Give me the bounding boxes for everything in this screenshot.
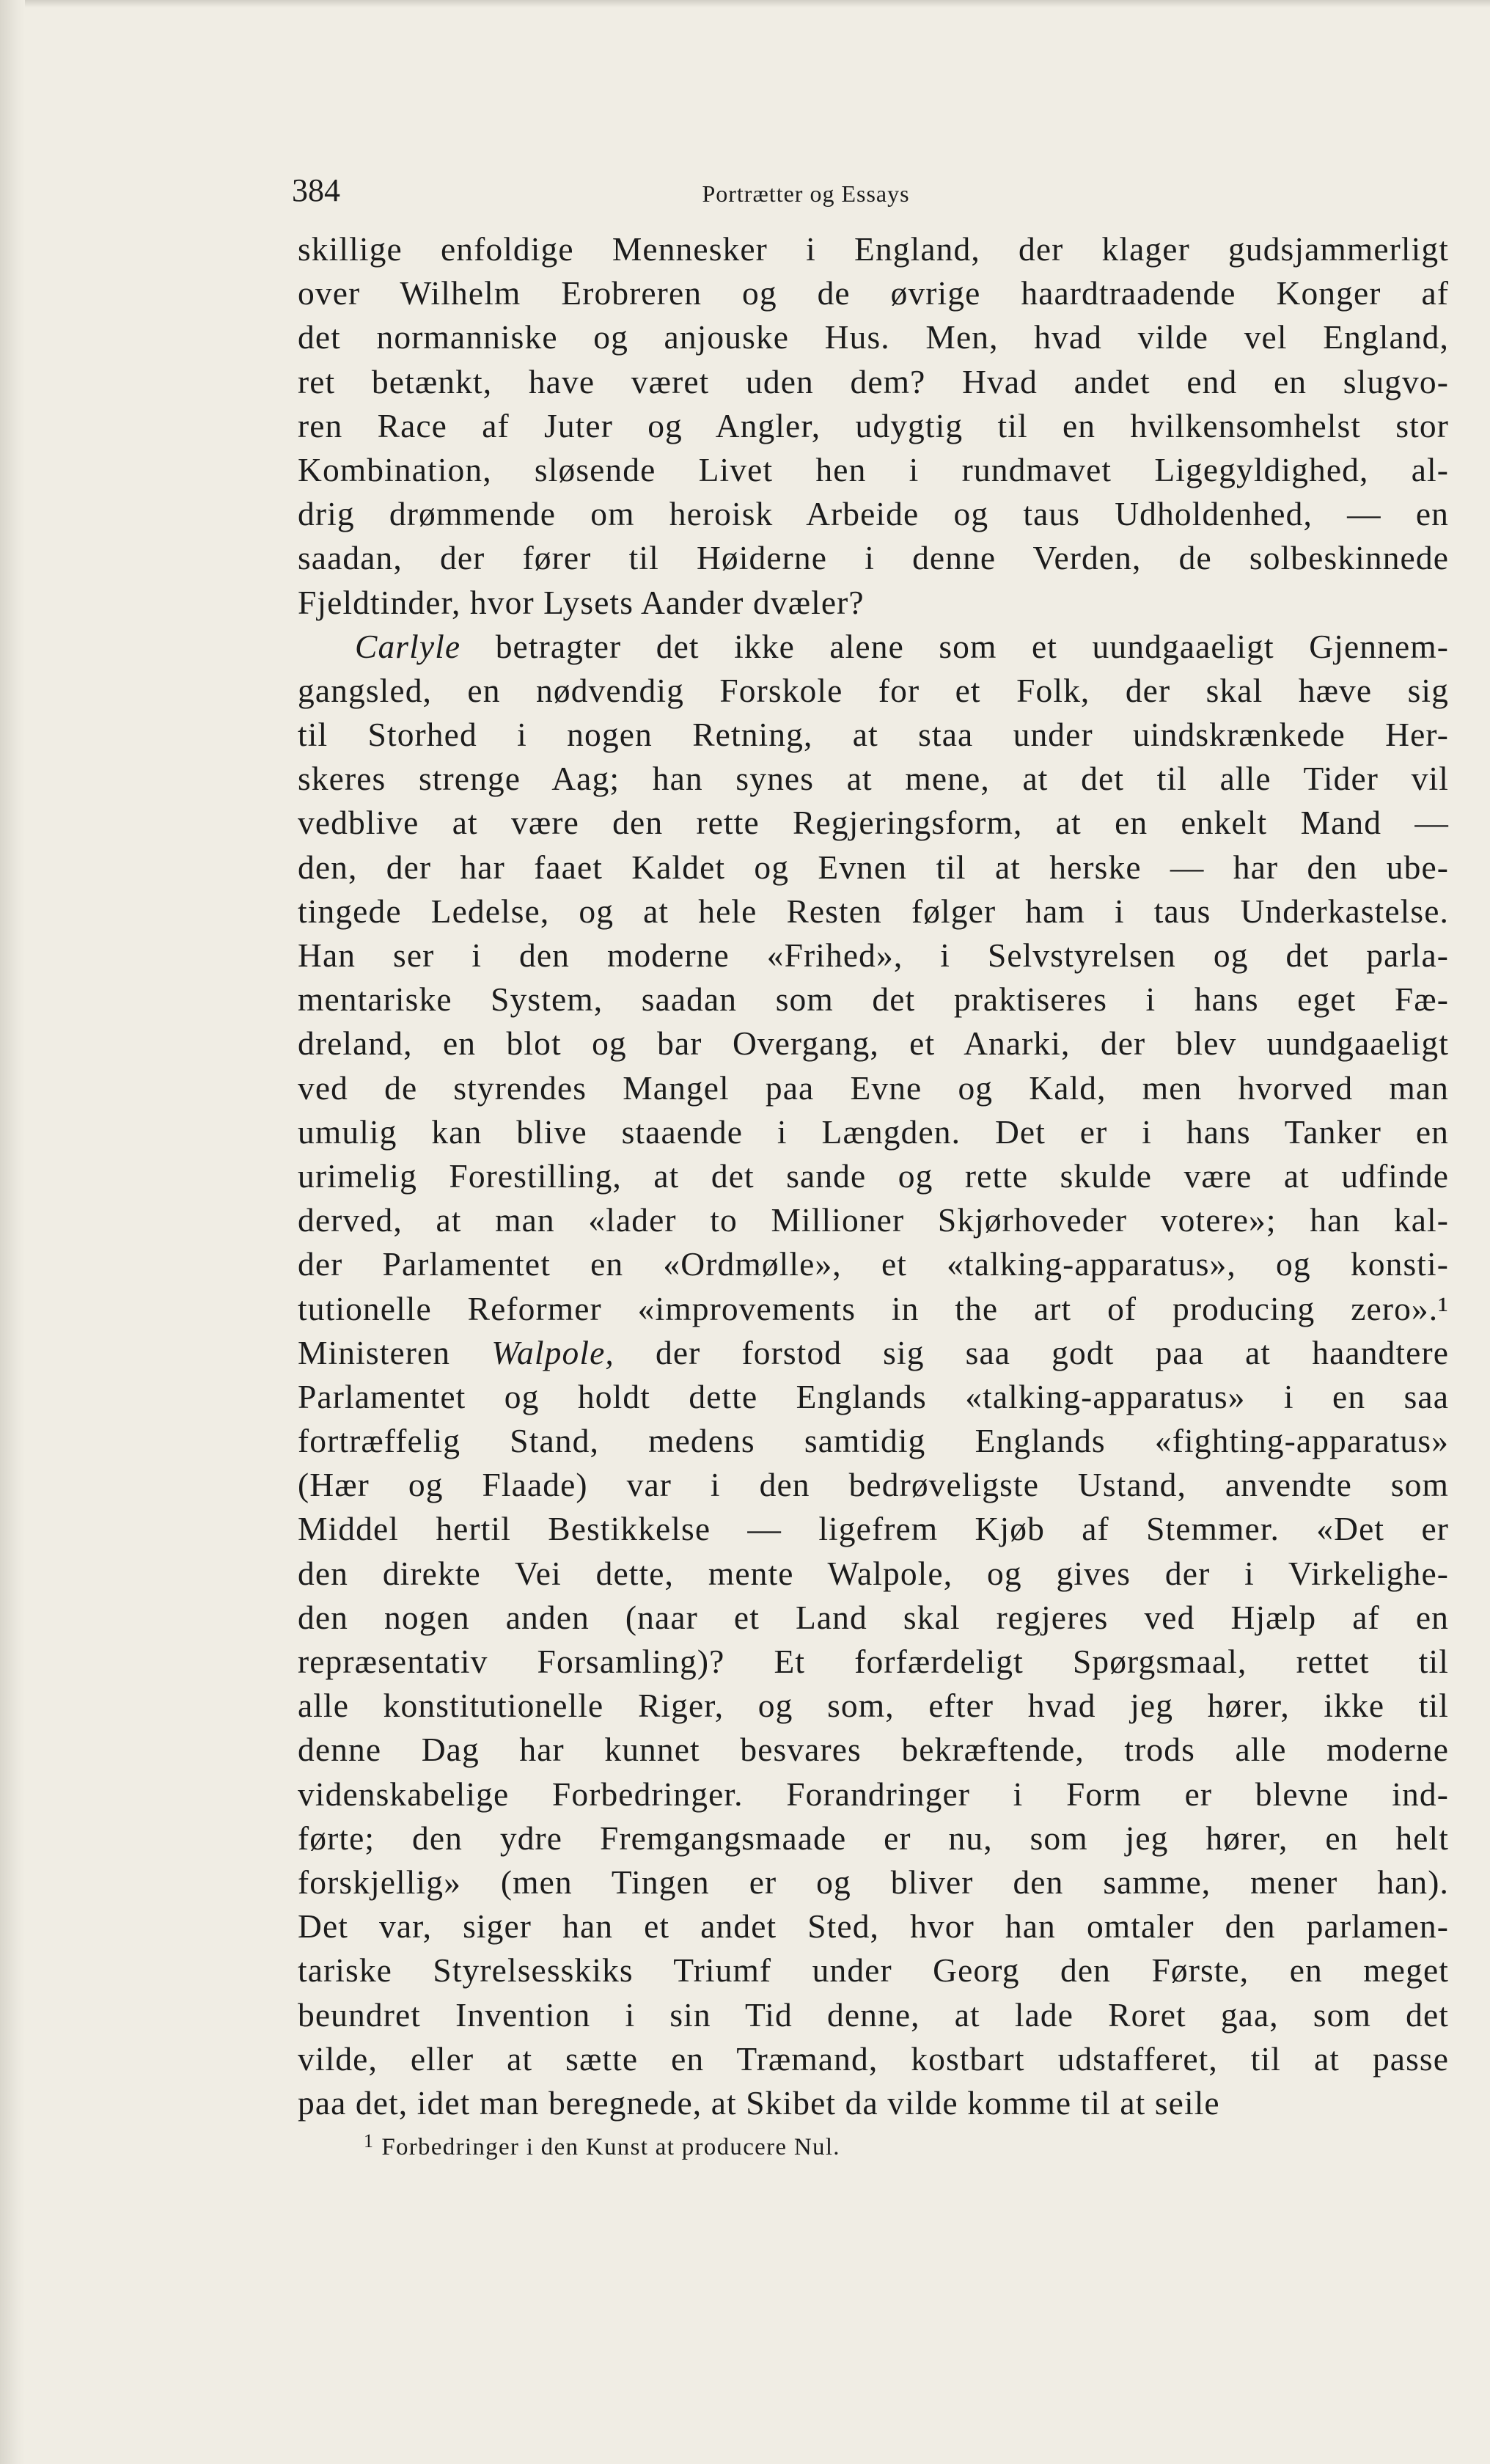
text-line: vilde, eller at sætte en Træmand, kostbart udstafferet, til at passe: [298, 2039, 1449, 2078]
body-text: [298, 227, 1449, 2125]
page-number: 384: [292, 172, 340, 208]
text-line: skeres strenge Aag; han synes at mene, at det til alle Tider vil: [298, 760, 1449, 798]
text-line: ved de styrendes Mangel paa Evne og Kald, men hvorved man: [298, 1068, 1449, 1107]
text-line: den nogen anden (naar et Land skal regjeres ved Hjælp af en: [298, 1598, 1449, 1636]
footnote-marker: 1: [364, 2130, 375, 2152]
text-line: den direkte Vei dette, mente Walpole, og gives der i Virkelighe-: [298, 1554, 1449, 1592]
text-line: repræsentativ Forsamling)? Et forfærdeligt Spørgsmaal, rettet til: [298, 1643, 1449, 1680]
text-line: videnskabelige Forbedringer. Forandringer i Form er blevne ind-: [298, 1775, 1449, 1813]
text-line: tutionelle Reformer «improvements in the art of producing zero».¹: [298, 1289, 1449, 1327]
text-line: urimelig Forestilling, at det sande og rette skulde være at udfinde: [298, 1156, 1449, 1195]
italic-name: Walpole,: [491, 1333, 614, 1371]
text-line: tariske Styrelsesskiks Triumf under Georg den Første, en meget: [298, 1951, 1449, 1990]
text-line: Han ser i den moderne «Frihed», i Selvstyrelsen og det parla-: [298, 936, 1449, 974]
text-line: saadan, der fører til Høiderne i denne Verden, de solbeskinnede: [298, 539, 1449, 577]
running-title: Portrætter og Essays: [702, 180, 910, 207]
text-line: skillige enfoldige Mennesker i England, der klager gudsjammerligt: [298, 230, 1449, 268]
text-line: ren Race af Juter og Angler, udygtig til en hvilkensomhelst stor: [298, 406, 1449, 444]
text-line: Parlamentet og holdt dette Englands «talking-apparatus» i en saa: [298, 1377, 1449, 1415]
footnote: [364, 2123, 840, 2166]
text-line: denne Dag har kunnet besvares bekræftende, trods alle moderne: [298, 1731, 1449, 1769]
text-line: umulig kan blive staaende i Længden. Det er i hans Tanker en: [298, 1112, 1449, 1151]
text-line: vedblive at være den rette Regjeringsform, at en enkelt Mand —: [298, 804, 1449, 842]
text-line: Middel hertil Bestikkelse — ligefrem Kjøb af Stemmer. «Det er: [298, 1510, 1449, 1548]
page-top-edge: [0, 0, 1490, 7]
text-line: til Storhed i nogen Retning, at staa under uindskrænkede Her-: [298, 716, 1449, 754]
text-line: Det var, siger han et andet Sted, hvor han omtaler den parlamen-: [298, 1907, 1449, 1946]
text-line: beundret Invention i sin Tid denne, at lade Roret gaa, som det: [298, 1995, 1449, 2034]
text-line: Carlyle betragter det ikke alene som et uundgaaeligt Gjennem-: [355, 627, 1449, 665]
text-line: over Wilhelm Erobreren og de øvrige haardtraadende Konger af: [298, 274, 1449, 312]
footnote-text: Forbedringer i den Kunst at producere Nul.: [381, 2134, 840, 2160]
text-line: alle konstitutionelle Riger, og som, efter hvad jeg hører, ikke til: [298, 1687, 1449, 1725]
text-line: (Hær og Flaade) var i den bedrøveligste Ustand, anvendte som: [298, 1466, 1449, 1504]
text-line: paa det, idet man beregnede, at Skibet da vilde komme til at seile: [298, 2083, 1220, 2122]
text-line: førte; den ydre Fremgangsmaade er nu, som jeg hører, en helt: [298, 1819, 1449, 1857]
text-line: den, der har faaet Kaldet og Evnen til at herske — har den ube-: [298, 848, 1449, 886]
text-line: drig drømmende om heroisk Arbeide og taus Udholdenhed, — en: [298, 495, 1449, 533]
text-line: Kombination, sløsende Livet hen i rundmavet Ligegyldighed, al-: [298, 450, 1449, 488]
text-line: dreland, en blot og bar Overgang, et Anarki, der blev uundgaaeligt: [298, 1024, 1449, 1063]
text-line: mentariske System, saadan som det praktiseres i hans eget Fæ-: [298, 980, 1449, 1019]
page-left-edge: [0, 0, 25, 2464]
text-line: det normanniske og anjouske Hus. Men, hvad vilde vel England,: [298, 318, 1449, 356]
text-line: ret betænkt, have været uden dem? Hvad andet end en slugvo-: [298, 362, 1449, 400]
text-line: gangsled, en nødvendig Forskole for et Folk, der skal hæve sig: [298, 671, 1449, 709]
text-line: Fjeldtinder, hvor Lysets Aander dvæler?: [298, 583, 865, 621]
text-line: tingede Ledelse, og at hele Resten følger ham i taus Underkastelse.: [298, 892, 1449, 930]
italic-name: Carlyle: [355, 627, 461, 665]
text-line: derved, at man «lader to Millioner Skjørhoveder votere»; han kal-: [298, 1201, 1449, 1239]
text-line: der Parlamentet en «Ordmølle», et «talking-apparatus», og konsti-: [298, 1245, 1449, 1283]
text-line: Ministeren Walpole, der forstod sig saa godt paa at haandtere: [298, 1333, 1449, 1371]
page-header: [292, 165, 1452, 216]
text-line: fortræffelig Stand, medens samtidig Englands «fighting-apparatus»: [298, 1422, 1449, 1460]
text-line: forskjellig» (men Tingen er og bliver den samme, mener han).: [298, 1863, 1449, 1901]
